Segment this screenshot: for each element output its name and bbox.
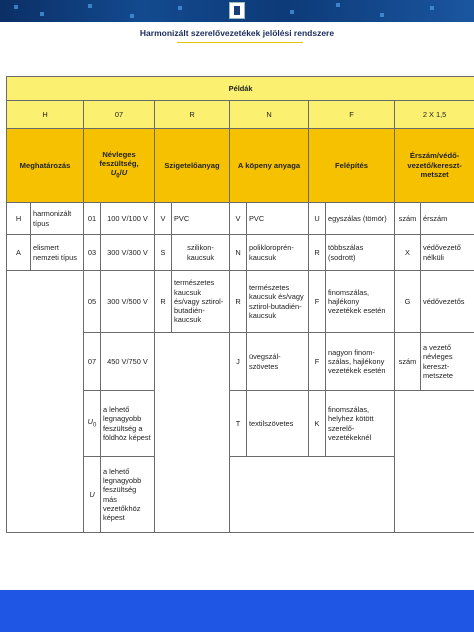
- empty-cell: [230, 457, 395, 533]
- code-cell: F: [309, 271, 326, 333]
- text-cell: PVC: [172, 203, 230, 235]
- code-cell: 05: [84, 271, 101, 333]
- code-cell: A: [7, 235, 31, 271]
- code-cell: X: [395, 235, 421, 271]
- u0-subscript: 0: [93, 422, 97, 429]
- text-cell: szilikon-kaucsuk: [172, 235, 230, 271]
- text-cell: 450 V/750 V: [101, 333, 155, 391]
- banner-decoration: [290, 10, 294, 14]
- text-cell: 300 V/300 V: [101, 235, 155, 271]
- text-cell: 300 V/500 V: [101, 271, 155, 333]
- example-value: 2 X 1,5: [395, 101, 474, 129]
- code-cell: szám: [395, 203, 421, 235]
- text-cell: üvegszál-szövetes: [247, 333, 309, 391]
- header-definition: Meghatározás: [7, 129, 84, 203]
- marking-system-table: [6, 76, 474, 533]
- table-row: [7, 203, 474, 235]
- header-insulation: Szigetelőanyag: [155, 129, 230, 203]
- code-cell: V: [155, 203, 172, 235]
- text-cell: finomszálas, hajlékony vezetékek esetén: [326, 271, 395, 333]
- code-cell: R: [155, 271, 172, 333]
- empty-cell: [155, 333, 230, 533]
- header-u0-subscript: 0: [116, 173, 120, 180]
- banner-decoration: [430, 6, 434, 10]
- code-cell: R: [309, 235, 326, 271]
- text-cell: egyszálas (tömör): [326, 203, 395, 235]
- text-cell: elismert nemzeti típus: [31, 235, 84, 271]
- text-cell: textilszövetes: [247, 391, 309, 457]
- text-cell: védővezető nélküli: [421, 235, 474, 271]
- code-cell: G: [395, 271, 421, 333]
- header-rated-voltage: [84, 129, 155, 203]
- table-row: [7, 77, 474, 101]
- text-cell: a lehető legnagyobb feszültség más vezetőkhöz képest: [101, 457, 155, 533]
- code-cell: V: [230, 203, 247, 235]
- code-cell: [84, 457, 101, 533]
- banner-decoration: [88, 4, 92, 8]
- example-value: R: [155, 101, 230, 129]
- text-cell: 100 V/100 V: [101, 203, 155, 235]
- text-cell: PVC: [247, 203, 309, 235]
- text-cell: polikloroprén-kaucsuk: [247, 235, 309, 271]
- banner-decoration: [130, 14, 134, 18]
- bottom-bar: [0, 590, 474, 632]
- header-rated-voltage-line2: feszültség,: [99, 158, 139, 168]
- code-cell: 03: [84, 235, 101, 271]
- code-cell: T: [230, 391, 247, 457]
- example-value: H: [7, 101, 84, 129]
- title-underline: [177, 42, 303, 43]
- example-value: 07: [84, 101, 155, 129]
- header-rated-voltage-line1: Névleges: [102, 149, 136, 159]
- code-cell: szám: [395, 333, 421, 391]
- text-cell: védővezetős: [421, 271, 474, 333]
- banner-decoration: [178, 6, 182, 10]
- code-cell: 07: [84, 333, 101, 391]
- text-cell: a lehető legnagyobb feszültség a földhöz képest: [101, 391, 155, 457]
- header-structure: Felépítés: [309, 129, 395, 203]
- examples-label: Példák: [7, 77, 474, 101]
- code-cell: R: [230, 271, 247, 333]
- text-cell: többszálas (sodrott): [326, 235, 395, 271]
- text-cell: a vezető névleges kereszt-metszete: [421, 333, 474, 391]
- code-cell: S: [155, 235, 172, 271]
- table-row: [7, 271, 474, 333]
- banner-decoration: [40, 12, 44, 16]
- u-symbol: U: [89, 489, 95, 499]
- code-cell: J: [230, 333, 247, 391]
- code-cell: U: [309, 203, 326, 235]
- page-title: Harmonizált szerelővezetékek jelölési rendszere: [139, 28, 335, 38]
- text-cell: érszám: [421, 203, 474, 235]
- code-cell: N: [230, 235, 247, 271]
- text-cell: finomszálas, helyhez kötött szerelő-vezetékeknél: [326, 391, 395, 457]
- header-cores: Érszám/védő-vezető/kereszt-metszet: [395, 129, 474, 203]
- banner-decoration: [336, 3, 340, 7]
- code-cell: 01: [84, 203, 101, 235]
- code-cell: [84, 391, 101, 457]
- top-banner: [0, 0, 474, 22]
- code-cell: H: [7, 203, 31, 235]
- code-cell: K: [309, 391, 326, 457]
- code-cell: F: [309, 333, 326, 391]
- header-sheath: A köpeny anyaga: [230, 129, 309, 203]
- text-cell: természetes kaucsuk és/vagy sztirol-butadién-kaucsuk: [247, 271, 309, 333]
- hungarian-standards-logo-icon: [229, 2, 245, 19]
- empty-cell: [7, 271, 84, 533]
- text-cell: természetes kaucsuk és/vagy sztirol-butadién-kaucsuk: [172, 271, 230, 333]
- banner-decoration: [14, 5, 18, 9]
- header-separator: /: [119, 168, 122, 178]
- table-header-row: [7, 129, 474, 203]
- header-u-symbol: U: [121, 168, 128, 178]
- empty-cell: [395, 391, 474, 533]
- banner-decoration: [380, 13, 384, 17]
- example-value: F: [309, 101, 395, 129]
- header-u0-symbol: U: [110, 168, 117, 178]
- text-cell: harmonizált típus: [31, 203, 84, 235]
- example-value: N: [230, 101, 309, 129]
- table-row: [7, 101, 474, 129]
- table-row: [7, 235, 474, 271]
- u0-symbol: U: [87, 417, 93, 427]
- text-cell: nagyon finom-szálas, hajlékony vezetékek esetén: [326, 333, 395, 391]
